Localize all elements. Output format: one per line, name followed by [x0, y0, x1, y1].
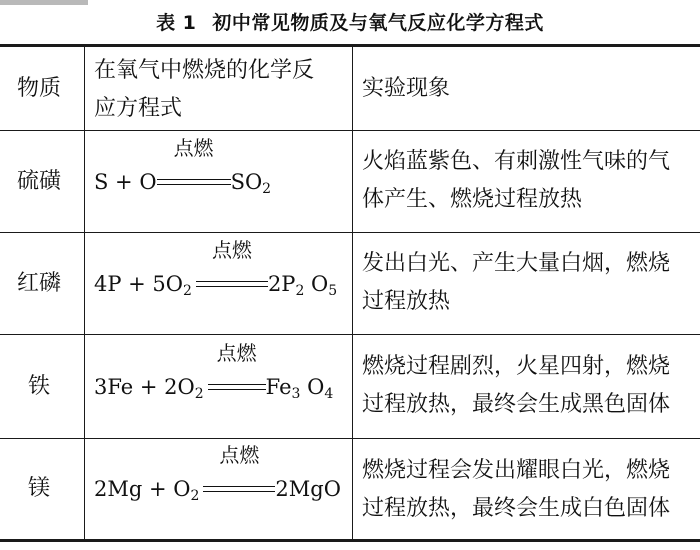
- substance-name: 红磷: [16, 270, 61, 296]
- equation-arrow: [157, 135, 231, 201]
- caption-label: 表 1: [156, 12, 197, 34]
- header-phenomenon-text: 实验现象: [362, 75, 451, 101]
- substance-name: 镁: [27, 476, 50, 501]
- equation-arrow: [208, 340, 266, 406]
- column-divider: [84, 44, 85, 542]
- row-substance: [0, 233, 78, 334]
- equation-lhs: S + O: [94, 169, 157, 194]
- header-substance: [0, 47, 78, 130]
- equation-lhs: $4P + 5O_2$: [94, 271, 192, 299]
- phenomenon-line: 发出白光、产生大量白烟，燃烧: [362, 251, 671, 276]
- substance-name: 铁: [27, 373, 50, 399]
- column-divider: [352, 44, 353, 542]
- equation-rhs: $SO_2$: [230, 169, 272, 197]
- condition-text: 点燃: [173, 135, 214, 160]
- phenomenon-line: 燃烧过程会发出耀眼白光，燃烧: [362, 458, 671, 483]
- row-phenomenon: [362, 245, 692, 321]
- row-substance: [0, 335, 78, 438]
- table-caption: [0, 8, 700, 38]
- substance-name: 硫磺: [16, 168, 61, 194]
- phenomenon-line: 过程放热: [362, 289, 451, 314]
- row-phenomenon: [362, 348, 692, 424]
- row-phenomenon: [362, 143, 692, 219]
- phenomenon-line: 过程放热，最终会生成黑色固体: [362, 392, 671, 417]
- row-substance: [0, 131, 78, 232]
- equation-rhs: 2MgO: [275, 477, 341, 501]
- phenomenon-line: 过程放热，最终会生成白色固体: [362, 496, 671, 521]
- row-phenomenon: [362, 452, 692, 528]
- top-decor-bar: [0, 0, 88, 5]
- equation-rhs: $Fe_3$ $O_4$: [265, 374, 334, 402]
- phenomenon-line: 体产生、燃烧过程放热: [362, 187, 583, 212]
- equation-arrow: [196, 237, 268, 303]
- row-substance: [0, 439, 78, 539]
- equation-lhs: $3Fe + 2O_2$: [94, 374, 204, 402]
- header-substance-text: 物质: [16, 75, 61, 101]
- chemical-equation: [94, 131, 344, 232]
- chemical-equation: [94, 233, 344, 334]
- chemical-equation: [94, 439, 344, 539]
- header-equation-line1: 在氧气中燃烧的化学反: [94, 58, 315, 83]
- caption-title: 初中常见物质及与氧气反应化学方程式: [212, 12, 544, 34]
- phenomenon-line: 燃烧过程剧烈，火星四射，燃烧: [362, 354, 671, 379]
- chemical-equation: [94, 335, 344, 438]
- condition-text: 点燃: [219, 443, 260, 467]
- condition-text: 点燃: [211, 237, 252, 262]
- equation-arrow: [203, 443, 275, 508]
- header-equation-line2: 应方程式: [94, 96, 183, 121]
- equation-lhs: $2Mg + O_2$: [94, 477, 200, 504]
- phenomenon-line: 火焰蓝紫色、有刺激性气味的气: [362, 149, 671, 174]
- condition-text: 点燃: [216, 340, 257, 365]
- table-bottom-rule: [0, 539, 700, 542]
- header-phenomenon: [362, 47, 692, 130]
- equation-rhs: $2P_2$ $O_5$: [267, 271, 338, 299]
- header-equation: [94, 52, 344, 128]
